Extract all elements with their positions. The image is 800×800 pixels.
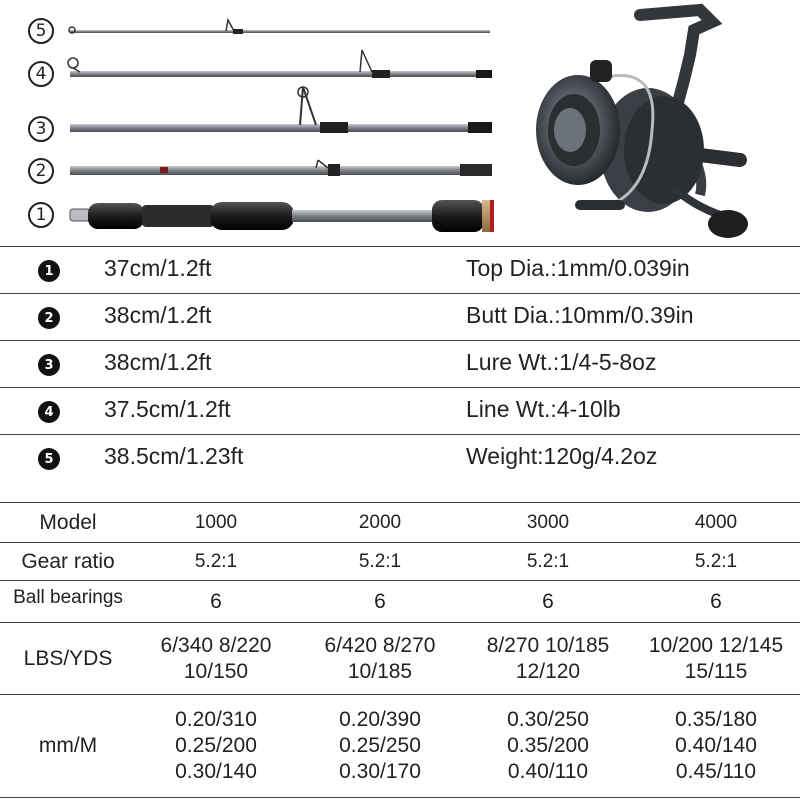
table-row-lbs-yds	[0, 622, 800, 694]
rod-spec: Top Dia.:1mm/0.039in	[466, 255, 690, 281]
rod-and-reel-illustration	[0, 0, 800, 245]
table-cell	[296, 503, 464, 542]
cell-line: 5.2:1	[358, 550, 402, 572]
rod-section-number-text: 5	[35, 21, 47, 41]
cell-line: 5.2:1	[694, 550, 738, 572]
cell-line: 0.25/250	[339, 734, 421, 757]
spec-row	[0, 434, 800, 480]
rod-section-2	[70, 160, 492, 176]
cell-line: 0.45/110	[675, 760, 757, 783]
rod-spec: Lure Wt.:1/4-5-8oz	[466, 349, 657, 375]
rod-spec: Butt Dia.:10mm/0.39in	[466, 302, 694, 328]
row-label: Model	[39, 510, 97, 534]
table-cell	[632, 543, 800, 580]
spec-row	[0, 387, 800, 433]
cell-line: 15/115	[684, 659, 748, 683]
rod-section-number-3	[28, 116, 54, 142]
rod-section-number-4	[28, 61, 54, 87]
cell-line: 12/120	[515, 659, 581, 683]
cell-line: 0.20/310	[175, 708, 257, 731]
cell-line: 0.25/200	[175, 734, 257, 757]
table-cell	[296, 623, 464, 694]
cell-line: 8/270 10/185	[486, 633, 610, 657]
section-length: 38cm/1.2ft	[104, 302, 212, 328]
table-cell	[632, 695, 800, 797]
table-row-model	[0, 502, 800, 542]
cell-line: 2000	[358, 511, 402, 533]
product-image	[0, 0, 800, 245]
table-cell	[296, 543, 464, 580]
cell-line: 0.35/180	[675, 708, 757, 731]
section-length: 38cm/1.2ft	[104, 349, 212, 375]
table-cell	[464, 543, 632, 580]
cell-line: 0.20/390	[339, 708, 421, 731]
table-cell	[136, 543, 296, 580]
cell-line: 4000	[694, 511, 738, 533]
table-cell	[464, 623, 632, 694]
section-length: 37cm/1.2ft	[104, 255, 212, 281]
spec-row	[0, 293, 800, 339]
table-cell	[136, 503, 296, 542]
table-cell	[296, 581, 464, 622]
row-label: Gear ratio	[21, 549, 115, 573]
table-cell	[296, 695, 464, 797]
section-length: 37.5cm/1.2ft	[104, 396, 231, 422]
cell-line: 10/150	[183, 659, 249, 683]
rod-section-number-text: 3	[35, 119, 47, 139]
table-cell	[136, 695, 296, 797]
table-row-gear-ratio	[0, 542, 800, 580]
rod-section-number-text: 1	[35, 205, 47, 225]
rod-section-number-2	[28, 158, 54, 184]
table-cell	[632, 581, 800, 622]
table-cell	[464, 581, 632, 622]
cell-line: 10/200 12/145	[648, 633, 784, 657]
table-cell	[632, 503, 800, 542]
table-cell	[464, 503, 632, 542]
section-bullet: 2	[38, 307, 60, 329]
cell-line: 3000	[526, 511, 570, 533]
section-bullet: 5	[38, 448, 60, 470]
section-bullet: 1	[38, 260, 60, 282]
cell-line: 10/185	[347, 659, 413, 683]
section-length: 38.5cm/1.23ft	[104, 443, 244, 469]
table-row-mm-m	[0, 694, 800, 797]
spec-row	[0, 340, 800, 386]
section-bullet: 4	[38, 401, 60, 423]
table-cell	[464, 695, 632, 797]
rod-section-4	[68, 50, 492, 78]
cell-line: 6	[374, 589, 386, 613]
cell-line: 0.30/250	[507, 708, 589, 731]
cell-line: 0.35/200	[507, 734, 589, 757]
rod-section-number-text: 2	[35, 161, 47, 181]
spinning-reel	[536, 10, 748, 238]
cell-line: 6/420 8/270	[324, 633, 436, 657]
row-label: mm/M	[38, 734, 98, 757]
rod-section-number-1	[28, 202, 54, 228]
section-bullet: 3	[38, 354, 60, 376]
table-bottom-rule	[0, 797, 800, 798]
spec-row	[0, 246, 800, 292]
rod-section-1-handle	[70, 200, 494, 232]
table-cell	[136, 581, 296, 622]
rod-section-number-5	[28, 18, 54, 44]
cell-line: 6	[710, 589, 722, 613]
rod-section-5	[69, 20, 490, 34]
cell-line: 1000	[194, 511, 238, 533]
row-label: Ball bearings	[13, 587, 123, 608]
table-cell	[632, 623, 800, 694]
cell-line: 0.40/110	[507, 760, 589, 783]
cell-line: 5.2:1	[526, 550, 570, 572]
rod-spec: Line Wt.:4-10lb	[466, 396, 621, 422]
cell-line: 6	[210, 589, 222, 613]
table-cell	[136, 623, 296, 694]
cell-line: 0.40/140	[675, 734, 757, 757]
rod-spec: Weight:120g/4.2oz	[466, 443, 658, 469]
cell-line: 5.2:1	[194, 550, 238, 572]
row-label: LBS/YDS	[23, 646, 113, 670]
cell-line: 0.30/140	[175, 760, 257, 783]
rod-section-3	[70, 87, 492, 133]
cell-line: 6	[542, 589, 554, 613]
cell-line: 0.30/170	[339, 760, 421, 783]
rod-section-number-text: 4	[35, 64, 47, 84]
cell-line: 6/340 8/220	[160, 633, 272, 657]
table-row-ball-bearings	[0, 580, 800, 622]
